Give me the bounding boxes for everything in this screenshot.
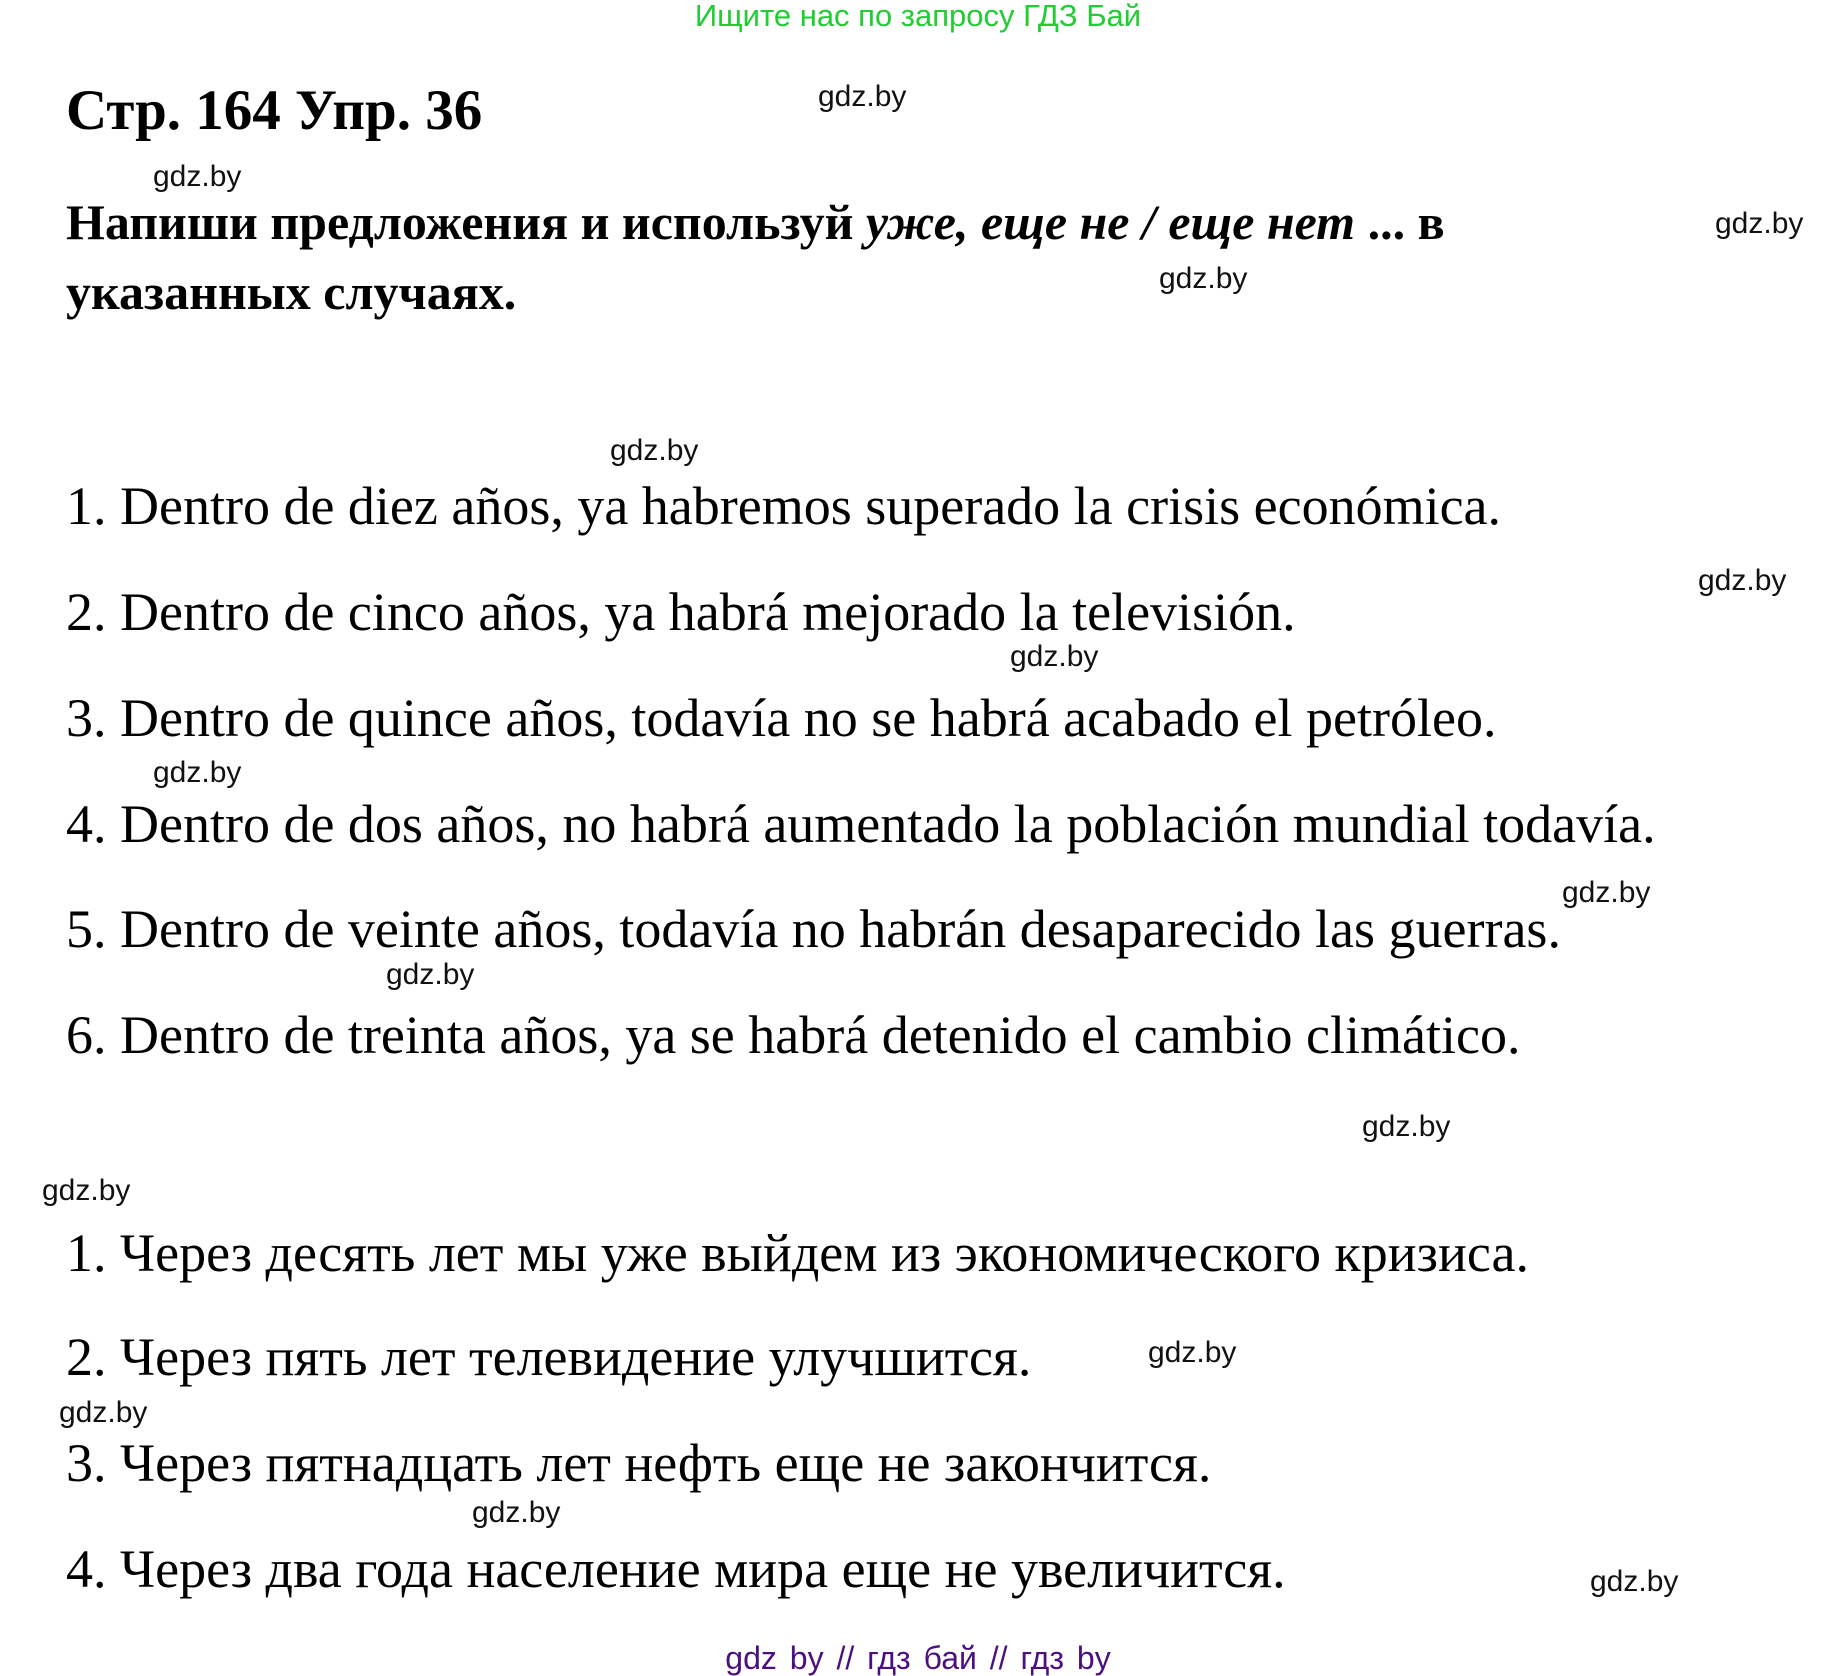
watermark: gdz.by xyxy=(1715,207,1804,240)
watermark: gdz.by xyxy=(1562,876,1651,909)
russian-translation: 3. Через пятнадцать лет нефть еще не закончится. xyxy=(66,1433,1212,1493)
search-banner: Ищите нас по запросу ГДЗ Бай xyxy=(694,0,1142,33)
watermark: gdz.by xyxy=(818,80,907,113)
watermark: gdz.by xyxy=(1590,1565,1679,1598)
watermark: gdz.by xyxy=(610,434,699,467)
spanish-answer: 5. Dentro de veinte años, todavía no habrán desaparecido las guerras. xyxy=(66,899,1561,959)
spanish-answer: 3. Dentro de quince años, todavía no se habrá acabado el petróleo. xyxy=(66,688,1497,748)
russian-translation: 2. Через пять лет телевидение улучшится. xyxy=(66,1327,1032,1387)
spanish-answer: 6. Dentro de treinta años, ya se habrá detenido el cambio climático. xyxy=(66,1005,1521,1065)
russian-translation: 4. Через два года население мира еще не увеличится. xyxy=(66,1539,1286,1599)
watermark: gdz.by xyxy=(472,1496,561,1529)
russian-translation: 1. Через десять лет мы уже выйдем из экономического кризиса. xyxy=(66,1223,1529,1283)
watermark: gdz.by xyxy=(153,756,242,789)
footer-links: gdz by // гдз бай // гдз by xyxy=(725,1640,1111,1676)
spanish-answer: 2. Dentro de cinco años, ya habrá mejorado la televisión. xyxy=(66,582,1296,642)
watermark: gdz.by xyxy=(1010,640,1099,673)
instruction-text-suffix: ... в xyxy=(1355,194,1445,250)
watermark: gdz.by xyxy=(59,1396,148,1429)
instruction-text: Напиши предложения и используй xyxy=(66,194,866,250)
page-title: Стр. 164 Упр. 36 xyxy=(66,79,483,142)
watermark: gdz.by xyxy=(1362,1110,1451,1143)
instruction-line-1 xyxy=(66,192,1445,252)
watermark: gdz.by xyxy=(1148,1336,1237,1369)
watermark: gdz.by xyxy=(153,160,242,193)
watermark: gdz.by xyxy=(386,958,475,991)
spanish-answer: 4. Dentro de dos años, no habrá aumentado la población mundial todavía. xyxy=(66,794,1656,854)
instruction-keywords: уже, еще не / еще нет xyxy=(865,194,1356,250)
watermark: gdz.by xyxy=(1698,564,1787,597)
spanish-answer: 1. Dentro de diez años, ya habremos superado la crisis económica. xyxy=(66,476,1502,536)
instruction-line-2: указанных случаях. xyxy=(66,264,517,320)
watermark: gdz.by xyxy=(42,1174,131,1207)
watermark: gdz.by xyxy=(1159,262,1248,295)
